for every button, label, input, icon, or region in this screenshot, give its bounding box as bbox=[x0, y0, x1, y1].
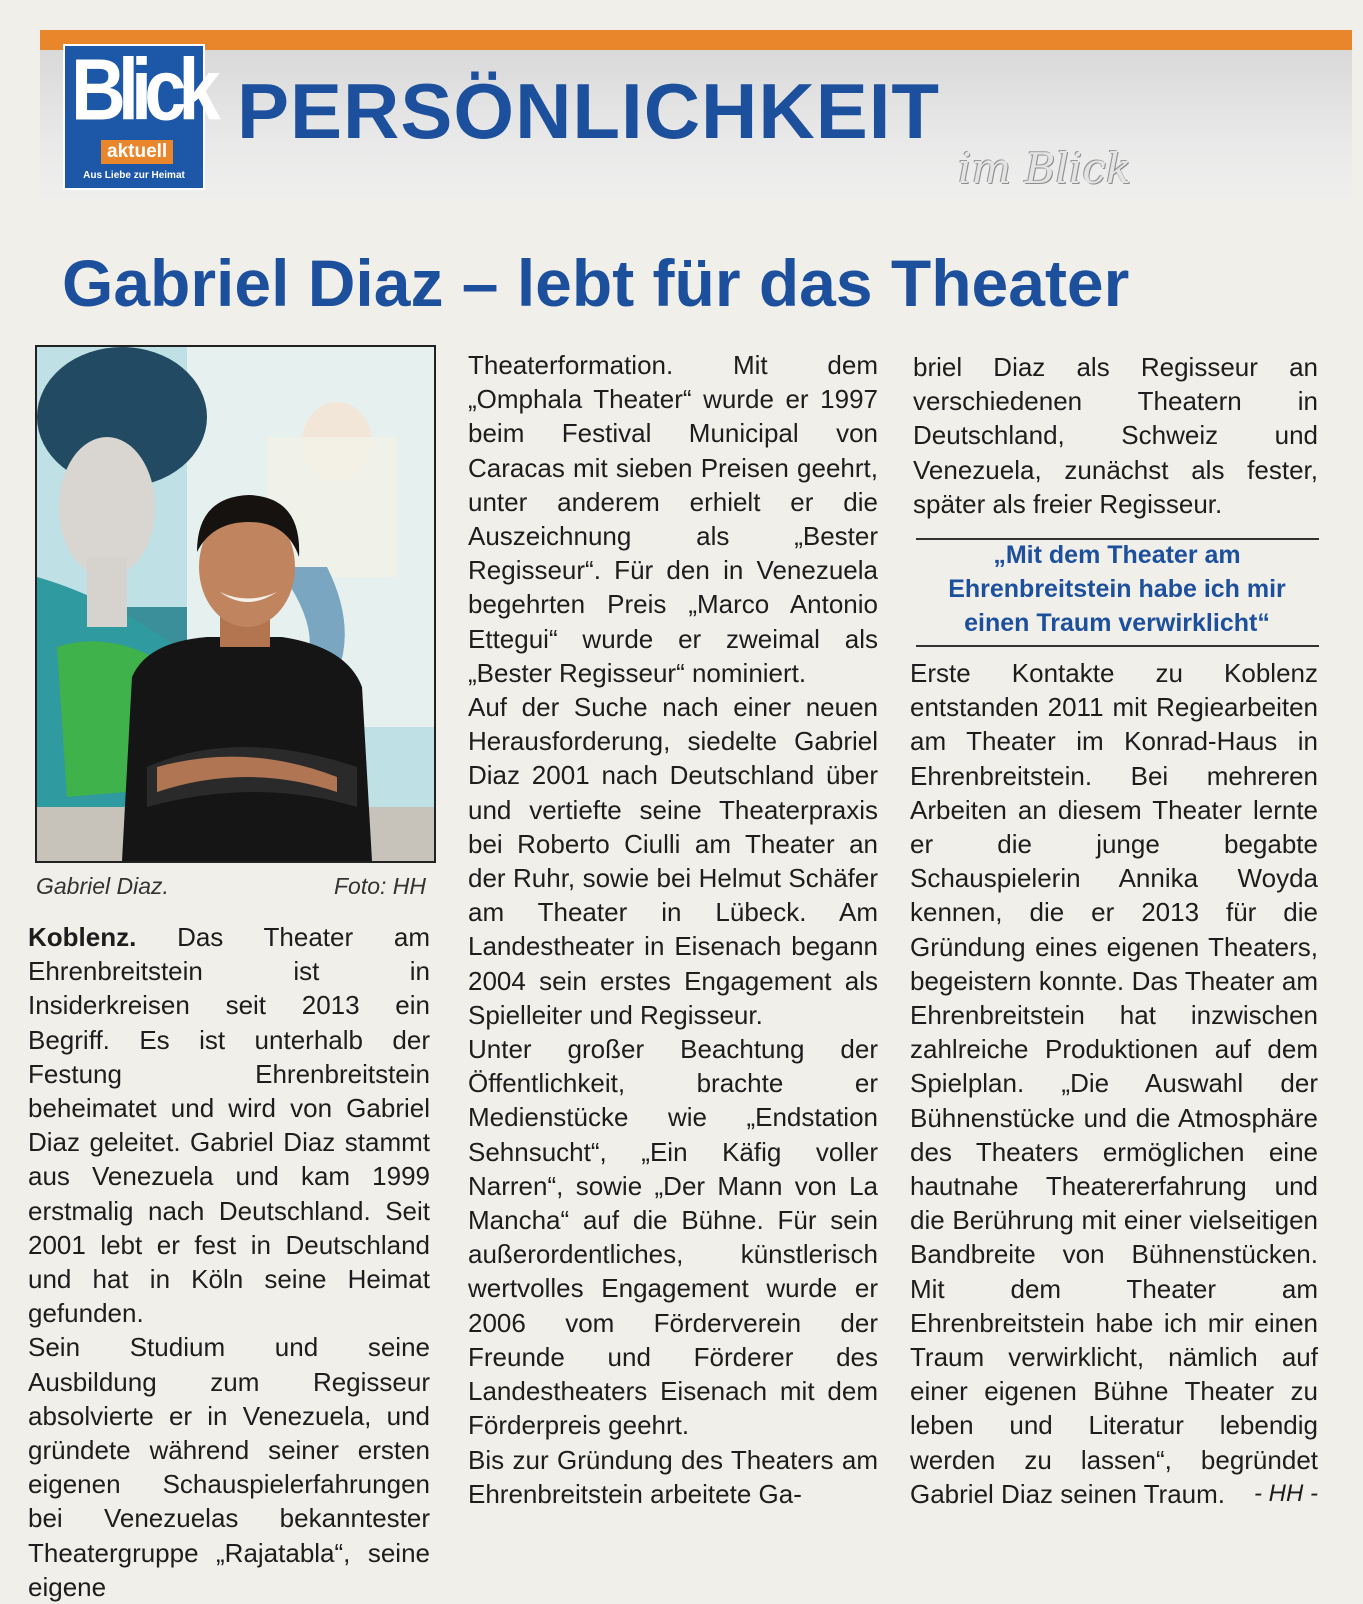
pull-quote: „Mit dem Theater am Ehrenbreitstein habe ich mir einen Traum verwirklicht“ bbox=[948, 541, 1286, 637]
paragraph: Sein Studium und seine Ausbildung zum Regisseur absolvierte er in Venezuela, und gründete während seiner ersten eigenen Schauspielerfahrungen bei Venezuelas bekanntester Theatergruppe „Rajatabla“, seine eigene bbox=[28, 1332, 430, 1602]
section-title: PERSÖNLICHKEIT bbox=[237, 67, 941, 155]
dateline: Koblenz. bbox=[28, 922, 137, 952]
logo-word: Blick bbox=[71, 41, 213, 139]
paragraph: Auf der Suche nach einer neuen Herausforderung, siedelte Gabriel Diaz 2001 nach Deutschland über und vertiefte seine Theaterpraxis bei Roberto Ciulli am Theater an der Ruhr, sowie bei Helmut Schäfer am Theater in Lübeck. Am Landestheater in Eisenach begann 2004 sein erstes Engagement als Spielleiter und Regisseur. bbox=[468, 692, 878, 1030]
paragraph: Unter großer Beachtung der Öffentlichkeit, brachte er Medienstücke wie „Endstation Sehnsucht“, „Ein Käfig voller Narren“, sowie „Der Mann von La Mancha“ auf die Bühne. Für sein außerordentliches, künstlerisch wertvolles Engagement wurde er 2006 vom Förderverein der Freunde und Förderer des Landestheaters Eisenach mit dem Förderpreis geehrt. bbox=[468, 1034, 878, 1441]
paragraph: briel Diaz als Regisseur an verschiedenen Theatern in Deutschland, Schweiz und Venezuela, zunächst als fester, später als freier Regisseur. bbox=[913, 352, 1318, 519]
pull-quote-bottom-rule bbox=[916, 645, 1319, 647]
author-signature: - HH - bbox=[1254, 1479, 1318, 1507]
paragraph bbox=[28, 920, 430, 1330]
article-headline: Gabriel Diaz – lebt für das Theater bbox=[62, 246, 1130, 320]
paragraph-text: Das Theater am Ehrenbreitstein ist in Insiderkreisen seit 2013 ein Begriff. Es ist unterhalb der Festung Ehrenbreitstein beheimatet und wird von Gabriel Diaz geleitet. Gabriel Diaz stammt aus Venezuela und kam 1999 erstmalig nach Deutschland. Seit 2001 lebt er fest in Deutschland und hat in Köln seine Heimat gefunden. bbox=[28, 922, 430, 1329]
section-subtitle: im Blick bbox=[958, 144, 1132, 193]
logo-sub: aktuell bbox=[101, 140, 173, 164]
paragraph: Bis zur Gründung des Theaters am Ehrenbreitstein arbeitete Ga- bbox=[468, 1444, 878, 1509]
photo-caption: Gabriel Diaz. bbox=[36, 873, 169, 899]
article-column-1 bbox=[28, 920, 430, 1604]
blick-aktuell-logo bbox=[63, 41, 213, 190]
logo-slogan: Aus Liebe zur Heimat bbox=[83, 170, 185, 181]
article-photo bbox=[35, 345, 436, 863]
article-column-3-top bbox=[913, 350, 1318, 521]
header-orange-bar bbox=[40, 30, 1352, 50]
paragraph-text: Erste Kontakte zu Koblenz entstanden 2011 mit Regiearbeiten am Theater im Konrad-Haus in Ehrenbreitstein. Bei mehreren Arbeiten an diesem Theater lernte er die junge begabte Schauspielerin Annika Woyda kennen, die er 2013 für die Gründung eines eigenen Theaters, begeistern konnte. Das Theater am Ehrenbreitstein hat inzwischen zahlreiche Produktionen auf dem Spielplan. „Die Auswahl der Bühnenstücke und die Atmosphäre des Theaters ermöglichen eine hautnahe Theatererfahrung und die Berührung mit einer vielseitigen Bandbreite von Bühnenstücken. Mit dem Theater am Ehrenbreitstein habe ich mir einen Traum verwirklicht, nämlich auf einer eigenen Bühne Theater zu leben und Literatur lebendig werden zu lassen“, begründet Gabriel Diaz seinen Traum. bbox=[910, 658, 1318, 1509]
photo-credit: Foto: HH bbox=[334, 873, 427, 899]
paragraph bbox=[910, 656, 1318, 1511]
article-column-3 bbox=[910, 656, 1318, 1511]
article-column-2 bbox=[468, 348, 878, 1511]
paragraph: Theaterformation. Mit dem „Omphala Theater“ wurde er 1997 beim Festival Municipal von Caracas mit sieben Preisen geehrt, unter anderem erhielt er die Auszeichnung als „Bester Regisseur“. Für den in Venezuela begehrten Preis „Marco Antonio Ettegui“ wurde er zweimal als „Bester Regisseur“ nominiert. bbox=[468, 350, 878, 688]
